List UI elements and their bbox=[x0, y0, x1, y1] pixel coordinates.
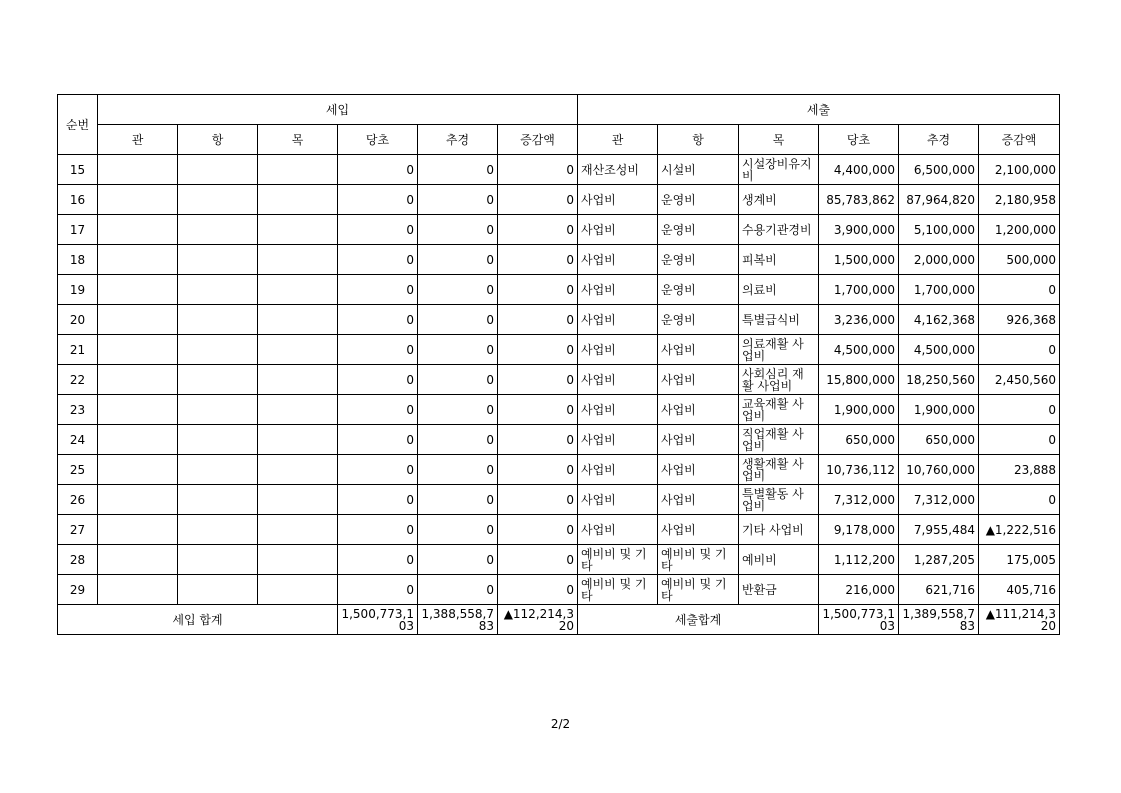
income-total-initial: 1,500,773,103 bbox=[338, 605, 418, 635]
table-row bbox=[58, 455, 1060, 485]
income-initial-cell: 0 bbox=[338, 575, 418, 605]
income-supp-cell: 0 bbox=[418, 365, 498, 395]
expense-supp-cell: 4,162,368 bbox=[899, 305, 979, 335]
income-supp-cell: 0 bbox=[418, 575, 498, 605]
income-initial-cell: 0 bbox=[338, 395, 418, 425]
income-initial-cell: 0 bbox=[338, 455, 418, 485]
expense-supp-cell: 5,100,000 bbox=[899, 215, 979, 245]
income-initial-cell: 0 bbox=[338, 365, 418, 395]
expense-gwan-cell: 사업비 bbox=[578, 455, 658, 485]
row-number: 22 bbox=[58, 365, 98, 395]
header-expense-mok: 목 bbox=[739, 125, 819, 155]
income-diff-cell: 0 bbox=[498, 155, 578, 185]
income-total-diff: ▲112,214,320 bbox=[498, 605, 578, 635]
expense-mok-cell: 교육재활 사업비 bbox=[739, 395, 819, 425]
income-initial-cell: 0 bbox=[338, 185, 418, 215]
income-initial-cell: 0 bbox=[338, 275, 418, 305]
expense-diff-cell: 23,888 bbox=[979, 455, 1060, 485]
expense-gwan-cell: 사업비 bbox=[578, 305, 658, 335]
income-supp-cell: 0 bbox=[418, 515, 498, 545]
expense-diff-cell: 2,100,000 bbox=[979, 155, 1060, 185]
header-expense-gwan: 관 bbox=[578, 125, 658, 155]
table-row bbox=[58, 275, 1060, 305]
expense-hang-cell: 운영비 bbox=[658, 185, 739, 215]
income-gwan-cell bbox=[98, 515, 178, 545]
income-hang-cell bbox=[178, 575, 258, 605]
table-row bbox=[58, 335, 1060, 365]
income-initial-cell: 0 bbox=[338, 245, 418, 275]
table-row bbox=[58, 395, 1060, 425]
expense-gwan-cell: 예비비 및 기타 bbox=[578, 575, 658, 605]
header-expense-hang: 항 bbox=[658, 125, 739, 155]
header-expense-initial: 당초 bbox=[819, 125, 899, 155]
income-hang-cell bbox=[178, 185, 258, 215]
income-hang-cell bbox=[178, 335, 258, 365]
expense-initial-cell: 1,500,000 bbox=[819, 245, 899, 275]
expense-mok-cell: 의료재활 사업비 bbox=[739, 335, 819, 365]
expense-diff-cell: 926,368 bbox=[979, 305, 1060, 335]
income-supp-cell: 0 bbox=[418, 395, 498, 425]
income-supp-cell: 0 bbox=[418, 335, 498, 365]
expense-gwan-cell: 사업비 bbox=[578, 185, 658, 215]
row-number: 18 bbox=[58, 245, 98, 275]
income-diff-cell: 0 bbox=[498, 245, 578, 275]
expense-initial-cell: 10,736,112 bbox=[819, 455, 899, 485]
expense-hang-cell: 운영비 bbox=[658, 305, 739, 335]
expense-gwan-cell: 사업비 bbox=[578, 365, 658, 395]
row-number: 20 bbox=[58, 305, 98, 335]
income-supp-cell: 0 bbox=[418, 245, 498, 275]
header-expense-diff: 증감액 bbox=[979, 125, 1060, 155]
expense-hang-cell: 운영비 bbox=[658, 215, 739, 245]
expense-supp-cell: 4,500,000 bbox=[899, 335, 979, 365]
row-number: 25 bbox=[58, 455, 98, 485]
income-hang-cell bbox=[178, 215, 258, 245]
expense-initial-cell: 3,236,000 bbox=[819, 305, 899, 335]
income-hang-cell bbox=[178, 395, 258, 425]
income-hang-cell bbox=[178, 275, 258, 305]
income-gwan-cell bbox=[98, 455, 178, 485]
expense-total-label: 세출합계 bbox=[578, 605, 819, 635]
expense-supp-cell: 650,000 bbox=[899, 425, 979, 455]
expense-diff-cell: 405,716 bbox=[979, 575, 1060, 605]
income-supp-cell: 0 bbox=[418, 545, 498, 575]
income-diff-cell: 0 bbox=[498, 575, 578, 605]
row-number: 27 bbox=[58, 515, 98, 545]
income-initial-cell: 0 bbox=[338, 155, 418, 185]
expense-total-diff: ▲111,214,320 bbox=[979, 605, 1060, 635]
income-total-supp: 1,388,558,783 bbox=[418, 605, 498, 635]
expense-gwan-cell: 사업비 bbox=[578, 485, 658, 515]
expense-supp-cell: 18,250,560 bbox=[899, 365, 979, 395]
expense-gwan-cell: 사업비 bbox=[578, 275, 658, 305]
row-number: 24 bbox=[58, 425, 98, 455]
expense-gwan-cell: 사업비 bbox=[578, 425, 658, 455]
row-number: 17 bbox=[58, 215, 98, 245]
expense-diff-cell: 1,200,000 bbox=[979, 215, 1060, 245]
income-gwan-cell bbox=[98, 485, 178, 515]
expense-gwan-cell: 사업비 bbox=[578, 515, 658, 545]
expense-hang-cell: 사업비 bbox=[658, 515, 739, 545]
header-expense-supp: 추경 bbox=[899, 125, 979, 155]
expense-hang-cell: 예비비 및 기타 bbox=[658, 575, 739, 605]
expense-hang-cell: 사업비 bbox=[658, 335, 739, 365]
income-gwan-cell bbox=[98, 395, 178, 425]
header-income-hang: 항 bbox=[178, 125, 258, 155]
row-number: 21 bbox=[58, 335, 98, 365]
table-row bbox=[58, 245, 1060, 275]
income-hang-cell bbox=[178, 365, 258, 395]
expense-hang-cell: 사업비 bbox=[658, 395, 739, 425]
expense-supp-cell: 1,287,205 bbox=[899, 545, 979, 575]
income-hang-cell bbox=[178, 485, 258, 515]
income-supp-cell: 0 bbox=[418, 455, 498, 485]
expense-mok-cell: 특별급식비 bbox=[739, 305, 819, 335]
expense-initial-cell: 216,000 bbox=[819, 575, 899, 605]
header-income-gwan: 관 bbox=[98, 125, 178, 155]
header-income-diff: 증감액 bbox=[498, 125, 578, 155]
expense-diff-cell: 2,450,560 bbox=[979, 365, 1060, 395]
income-initial-cell: 0 bbox=[338, 305, 418, 335]
expense-hang-cell: 예비비 및 기타 bbox=[658, 545, 739, 575]
expense-hang-cell: 사업비 bbox=[658, 485, 739, 515]
income-diff-cell: 0 bbox=[498, 305, 578, 335]
expense-mok-cell: 특별활동 사업비 bbox=[739, 485, 819, 515]
expense-gwan-cell: 재산조성비 bbox=[578, 155, 658, 185]
row-number: 29 bbox=[58, 575, 98, 605]
expense-mok-cell: 수용기관경비 bbox=[739, 215, 819, 245]
expense-total-supp: 1,389,558,783 bbox=[899, 605, 979, 635]
header-income-initial: 당초 bbox=[338, 125, 418, 155]
income-mok-cell bbox=[258, 155, 338, 185]
income-mok-cell bbox=[258, 275, 338, 305]
expense-diff-cell: ▲1,222,516 bbox=[979, 515, 1060, 545]
income-diff-cell: 0 bbox=[498, 485, 578, 515]
row-number: 15 bbox=[58, 155, 98, 185]
expense-supp-cell: 7,312,000 bbox=[899, 485, 979, 515]
expense-supp-cell: 621,716 bbox=[899, 575, 979, 605]
expense-mok-cell: 의료비 bbox=[739, 275, 819, 305]
income-diff-cell: 0 bbox=[498, 515, 578, 545]
income-mok-cell bbox=[258, 335, 338, 365]
income-mok-cell bbox=[258, 545, 338, 575]
income-mok-cell bbox=[258, 485, 338, 515]
expense-supp-cell: 87,964,820 bbox=[899, 185, 979, 215]
income-hang-cell bbox=[178, 245, 258, 275]
row-number: 28 bbox=[58, 545, 98, 575]
income-diff-cell: 0 bbox=[498, 335, 578, 365]
expense-hang-cell: 사업비 bbox=[658, 455, 739, 485]
income-supp-cell: 0 bbox=[418, 485, 498, 515]
table-row bbox=[58, 185, 1060, 215]
income-mok-cell bbox=[258, 185, 338, 215]
income-mok-cell bbox=[258, 515, 338, 545]
income-mok-cell bbox=[258, 455, 338, 485]
table-row bbox=[58, 485, 1060, 515]
income-hang-cell bbox=[178, 425, 258, 455]
expense-initial-cell: 15,800,000 bbox=[819, 365, 899, 395]
expense-diff-cell: 175,005 bbox=[979, 545, 1060, 575]
expense-initial-cell: 85,783,862 bbox=[819, 185, 899, 215]
expense-mok-cell: 생활재활 사업비 bbox=[739, 455, 819, 485]
income-mok-cell bbox=[258, 365, 338, 395]
header-income: 세입 bbox=[98, 95, 578, 125]
expense-supp-cell: 10,760,000 bbox=[899, 455, 979, 485]
expense-hang-cell: 운영비 bbox=[658, 275, 739, 305]
expense-initial-cell: 7,312,000 bbox=[819, 485, 899, 515]
income-mok-cell bbox=[258, 395, 338, 425]
income-diff-cell: 0 bbox=[498, 185, 578, 215]
totals-row bbox=[58, 605, 1060, 635]
income-initial-cell: 0 bbox=[338, 425, 418, 455]
expense-diff-cell: 0 bbox=[979, 335, 1060, 365]
expense-supp-cell: 1,700,000 bbox=[899, 275, 979, 305]
expense-hang-cell: 운영비 bbox=[658, 245, 739, 275]
expense-initial-cell: 4,400,000 bbox=[819, 155, 899, 185]
header-income-supp: 추경 bbox=[418, 125, 498, 155]
income-gwan-cell bbox=[98, 245, 178, 275]
expense-initial-cell: 1,112,200 bbox=[819, 545, 899, 575]
table-row bbox=[58, 425, 1060, 455]
expense-initial-cell: 4,500,000 bbox=[819, 335, 899, 365]
expense-supp-cell: 2,000,000 bbox=[899, 245, 979, 275]
table-row bbox=[58, 575, 1060, 605]
page-number: 2/2 bbox=[550, 717, 571, 731]
income-diff-cell: 0 bbox=[498, 365, 578, 395]
income-hang-cell bbox=[178, 545, 258, 575]
expense-diff-cell: 0 bbox=[979, 485, 1060, 515]
income-gwan-cell bbox=[98, 215, 178, 245]
income-gwan-cell bbox=[98, 335, 178, 365]
table-row bbox=[58, 155, 1060, 185]
income-hang-cell bbox=[178, 515, 258, 545]
income-total-label: 세입 합계 bbox=[58, 605, 338, 635]
expense-initial-cell: 1,700,000 bbox=[819, 275, 899, 305]
income-mok-cell bbox=[258, 305, 338, 335]
expense-diff-cell: 0 bbox=[979, 425, 1060, 455]
income-gwan-cell bbox=[98, 155, 178, 185]
expense-gwan-cell: 사업비 bbox=[578, 245, 658, 275]
expense-mok-cell: 시설장비유지비 bbox=[739, 155, 819, 185]
income-gwan-cell bbox=[98, 545, 178, 575]
expense-mok-cell: 피복비 bbox=[739, 245, 819, 275]
table-row bbox=[58, 305, 1060, 335]
expense-gwan-cell: 예비비 및 기타 bbox=[578, 545, 658, 575]
income-initial-cell: 0 bbox=[338, 335, 418, 365]
expense-mok-cell: 기타 사업비 bbox=[739, 515, 819, 545]
income-supp-cell: 0 bbox=[418, 305, 498, 335]
income-hang-cell bbox=[178, 305, 258, 335]
income-supp-cell: 0 bbox=[418, 155, 498, 185]
expense-gwan-cell: 사업비 bbox=[578, 335, 658, 365]
income-gwan-cell bbox=[98, 305, 178, 335]
income-initial-cell: 0 bbox=[338, 515, 418, 545]
expense-hang-cell: 사업비 bbox=[658, 365, 739, 395]
table-row bbox=[58, 515, 1060, 545]
income-mok-cell bbox=[258, 215, 338, 245]
header-no: 순번 bbox=[58, 95, 98, 155]
header-expense: 세출 bbox=[578, 95, 1060, 125]
expense-mok-cell: 사회심리 재활 사업비 bbox=[739, 365, 819, 395]
expense-mok-cell: 생계비 bbox=[739, 185, 819, 215]
income-hang-cell bbox=[178, 455, 258, 485]
expense-initial-cell: 9,178,000 bbox=[819, 515, 899, 545]
expense-supp-cell: 1,900,000 bbox=[899, 395, 979, 425]
expense-diff-cell: 0 bbox=[979, 275, 1060, 305]
budget-table bbox=[57, 94, 1060, 635]
table-row bbox=[58, 215, 1060, 245]
row-number: 26 bbox=[58, 485, 98, 515]
header-income-mok: 목 bbox=[258, 125, 338, 155]
row-number: 16 bbox=[58, 185, 98, 215]
income-supp-cell: 0 bbox=[418, 425, 498, 455]
expense-diff-cell: 2,180,958 bbox=[979, 185, 1060, 215]
expense-diff-cell: 500,000 bbox=[979, 245, 1060, 275]
income-hang-cell bbox=[178, 155, 258, 185]
income-gwan-cell bbox=[98, 275, 178, 305]
expense-initial-cell: 650,000 bbox=[819, 425, 899, 455]
table-row bbox=[58, 365, 1060, 395]
income-initial-cell: 0 bbox=[338, 545, 418, 575]
expense-initial-cell: 3,900,000 bbox=[819, 215, 899, 245]
income-supp-cell: 0 bbox=[418, 185, 498, 215]
table-body bbox=[58, 155, 1060, 605]
expense-hang-cell: 시설비 bbox=[658, 155, 739, 185]
expense-mok-cell: 예비비 bbox=[739, 545, 819, 575]
table-row bbox=[58, 545, 1060, 575]
expense-gwan-cell: 사업비 bbox=[578, 215, 658, 245]
income-diff-cell: 0 bbox=[498, 215, 578, 245]
income-mok-cell bbox=[258, 575, 338, 605]
income-diff-cell: 0 bbox=[498, 395, 578, 425]
expense-supp-cell: 7,955,484 bbox=[899, 515, 979, 545]
expense-gwan-cell: 사업비 bbox=[578, 395, 658, 425]
income-supp-cell: 0 bbox=[418, 215, 498, 245]
income-gwan-cell bbox=[98, 365, 178, 395]
income-diff-cell: 0 bbox=[498, 455, 578, 485]
expense-supp-cell: 6,500,000 bbox=[899, 155, 979, 185]
income-mok-cell bbox=[258, 245, 338, 275]
income-gwan-cell bbox=[98, 185, 178, 215]
expense-hang-cell: 사업비 bbox=[658, 425, 739, 455]
income-initial-cell: 0 bbox=[338, 485, 418, 515]
expense-total-initial: 1,500,773,103 bbox=[819, 605, 899, 635]
expense-mok-cell: 반환금 bbox=[739, 575, 819, 605]
income-diff-cell: 0 bbox=[498, 275, 578, 305]
income-initial-cell: 0 bbox=[338, 215, 418, 245]
income-diff-cell: 0 bbox=[498, 425, 578, 455]
income-gwan-cell bbox=[98, 425, 178, 455]
expense-diff-cell: 0 bbox=[979, 395, 1060, 425]
income-gwan-cell bbox=[98, 575, 178, 605]
row-number: 19 bbox=[58, 275, 98, 305]
income-diff-cell: 0 bbox=[498, 545, 578, 575]
row-number: 23 bbox=[58, 395, 98, 425]
income-supp-cell: 0 bbox=[418, 275, 498, 305]
income-mok-cell bbox=[258, 425, 338, 455]
expense-mok-cell: 직업재활 사업비 bbox=[739, 425, 819, 455]
expense-initial-cell: 1,900,000 bbox=[819, 395, 899, 425]
